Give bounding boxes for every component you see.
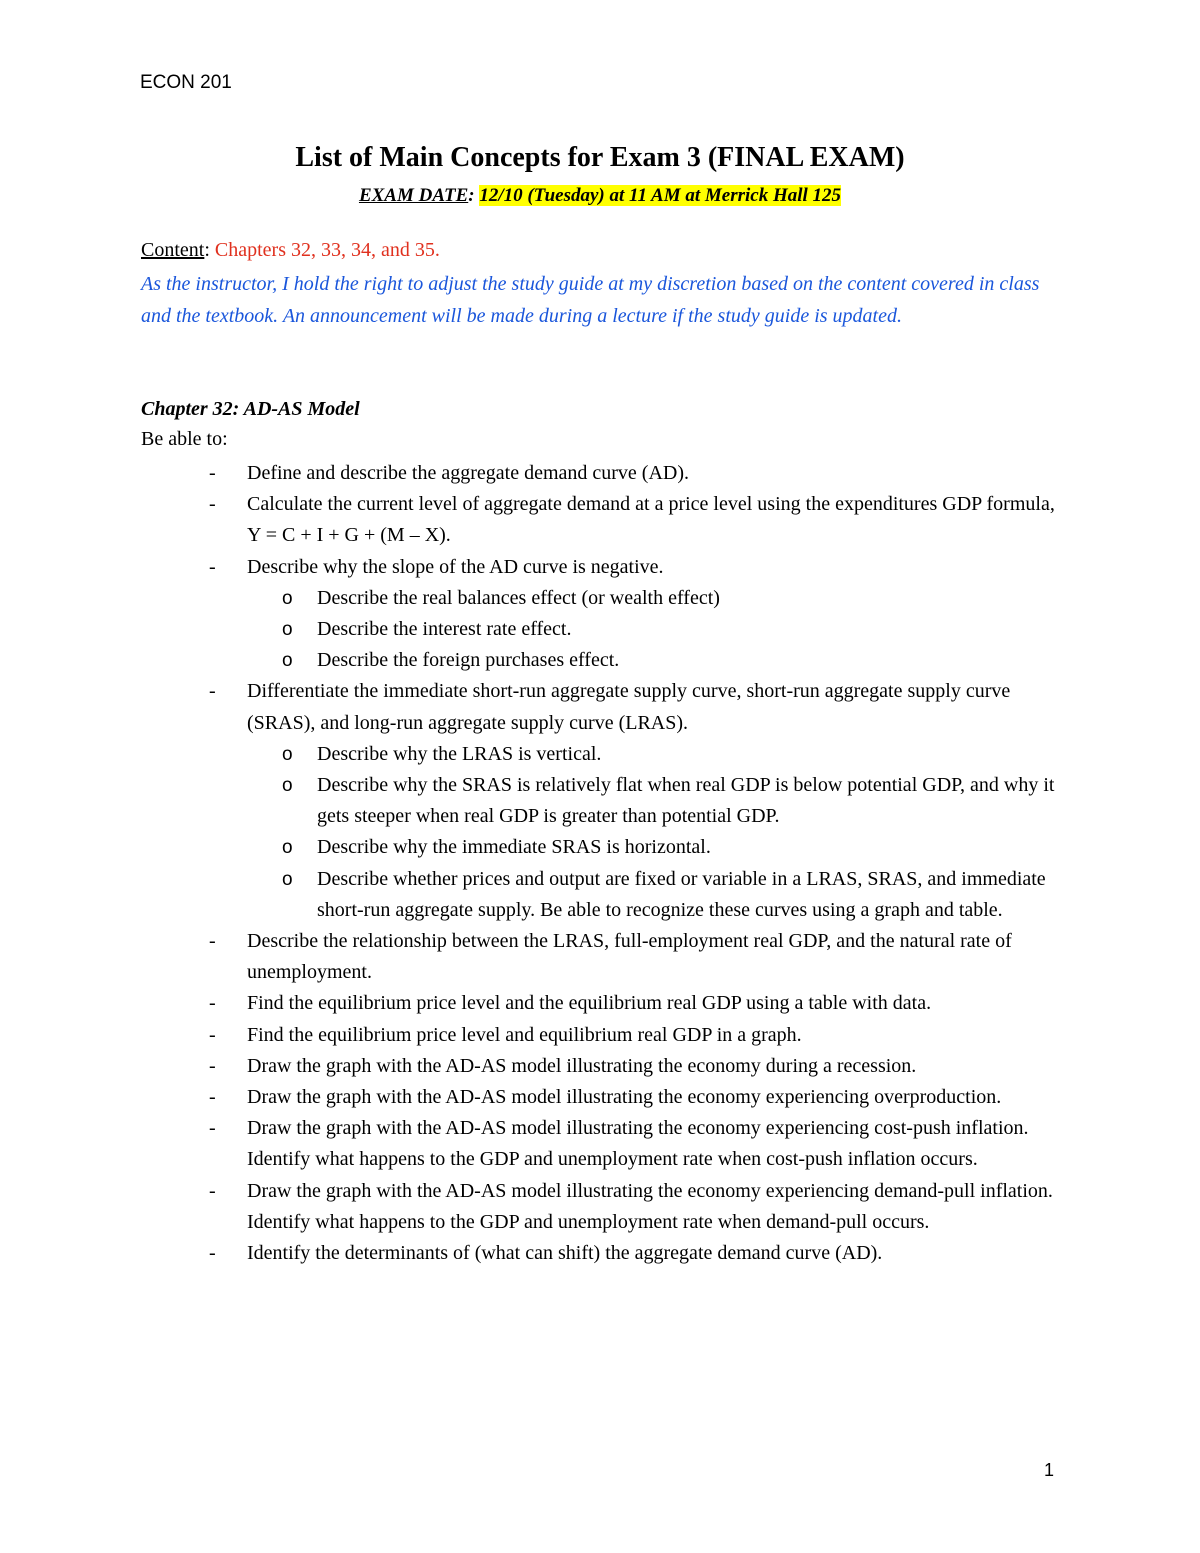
list-item bbox=[141, 988, 1061, 1019]
list-item bbox=[141, 926, 1061, 988]
list-item bbox=[141, 458, 1061, 489]
content-label: Content bbox=[141, 239, 205, 261]
dash-bullet: - bbox=[209, 1054, 216, 1077]
dash-bullet: - bbox=[209, 555, 216, 578]
content-separator: : bbox=[204, 239, 215, 261]
list-item-text: Define and describe the aggregate demand curve (AD). bbox=[247, 462, 690, 484]
list-item-text: Draw the graph with the AD-AS model illustrating the economy experiencing cost-push inflation. Identify what happens to the GDP and unemployment rate when cost-push inflation occurs. bbox=[247, 1117, 1029, 1171]
circle-bullet: o bbox=[282, 619, 293, 641]
list-item bbox=[141, 676, 1061, 738]
course-code: ECON 201 bbox=[140, 72, 232, 93]
dash-bullet: - bbox=[209, 1086, 216, 1109]
circle-bullet: o bbox=[282, 837, 293, 859]
dash-bullet: - bbox=[209, 1179, 216, 1202]
list-item-text: Calculate the current level of aggregate demand at a price level using the expenditures GDP formula, Y = C + I + G + (M – X). bbox=[247, 493, 1055, 547]
dash-bullet: - bbox=[209, 493, 216, 516]
chapter-heading: Chapter 32: AD-AS Model bbox=[141, 398, 360, 420]
list-item bbox=[141, 489, 1061, 551]
list-item-text: Differentiate the immediate short-run aggregate supply curve, short-run aggregate supply curve (SRAS), and long-run aggregate supply curve (LRAS). bbox=[247, 680, 1011, 734]
sub-list-item-text: Describe the interest rate effect. bbox=[317, 618, 572, 641]
sub-list-item bbox=[141, 614, 1061, 645]
exam-date-value: 12/10 (Tuesday) at 11 AM at Merrick Hall 125 bbox=[479, 185, 842, 206]
sub-list-item bbox=[141, 645, 1061, 676]
list-item-text: Find the equilibrium price level and the equilibrium real GDP using a table with data. bbox=[247, 992, 932, 1015]
sub-list-item-text: Describe why the SRAS is relatively flat when real GDP is below potential GDP, and why it gets steeper when real GDP is greater than potential GDP. bbox=[317, 774, 1055, 828]
dash-bullet: - bbox=[209, 930, 216, 953]
dash-bullet: - bbox=[209, 992, 216, 1015]
document-title: List of Main Concepts for Exam 3 (FINAL EXAM) bbox=[295, 142, 905, 173]
sub-list-item-text: Describe the real balances effect (or wealth effect) bbox=[317, 586, 720, 609]
sub-list-item-text: Describe whether prices and output are fixed or variable in a LRAS, SRAS, and immediate short-run aggregate supply. Be able to recognize these curves using a graph and table. bbox=[317, 867, 1046, 921]
list-item-text: Identify the determinants of (what can shift) the aggregate demand curve (AD). bbox=[247, 1242, 883, 1265]
list-item bbox=[141, 1020, 1061, 1051]
sub-list-item-text: Describe the foreign purchases effect. bbox=[317, 649, 620, 672]
list-item-text: Describe the relationship between the LRAS, full-employment real GDP, and the natural rate of unemployment. bbox=[247, 930, 1012, 984]
list-item-text: Draw the graph with the AD-AS model illustrating the economy experiencing overproduction. bbox=[247, 1086, 1002, 1109]
sub-list-item bbox=[141, 864, 1061, 926]
circle-bullet: o bbox=[282, 775, 293, 797]
dash-bullet: - bbox=[209, 1023, 216, 1046]
dash-bullet: - bbox=[209, 462, 216, 484]
sub-list-item-text: Describe why the immediate SRAS is horizontal. bbox=[317, 836, 711, 859]
sub-list-item-text: Describe why the LRAS is vertical. bbox=[317, 742, 602, 765]
sub-list-item bbox=[141, 832, 1061, 863]
dash-bullet: - bbox=[209, 1117, 216, 1140]
list-item-text: Find the equilibrium price level and equilibrium real GDP in a graph. bbox=[247, 1023, 802, 1046]
exam-date-separator: : bbox=[468, 185, 480, 206]
circle-bullet: o bbox=[282, 587, 293, 609]
list-item-text: Draw the graph with the AD-AS model illustrating the economy experiencing demand-pull inflation. Identify what happens to the GDP and unemployment rate when demand-pull occurs. bbox=[247, 1179, 1053, 1233]
circle-bullet: o bbox=[282, 650, 293, 672]
instructor-note: As the instructor, I hold the right to adjust the study guide at my discretion based on the content covered in class and the textbook. An announcement will be made during a lecture if the study guide is updated. bbox=[141, 273, 1040, 327]
list-item bbox=[141, 552, 1061, 583]
dash-bullet: - bbox=[209, 1242, 216, 1265]
exam-date-line bbox=[0, 185, 1200, 207]
list-item bbox=[141, 1113, 1061, 1175]
sub-list-item bbox=[141, 739, 1061, 770]
circle-bullet: o bbox=[282, 743, 293, 765]
content-line bbox=[141, 239, 440, 262]
exam-date-label: EXAM DATE bbox=[358, 185, 469, 206]
list-item bbox=[141, 1082, 1061, 1113]
sub-list-item bbox=[141, 770, 1061, 832]
content-chapters: Chapters 32, 33, 34, and 35. bbox=[214, 239, 440, 261]
list-item bbox=[141, 1051, 1061, 1082]
dash-bullet: - bbox=[209, 680, 216, 703]
concept-list bbox=[141, 458, 1061, 1269]
chapter-intro: Be able to: bbox=[141, 428, 228, 450]
list-item bbox=[141, 1238, 1061, 1269]
list-item-text: Draw the graph with the AD-AS model illustrating the economy during a recession. bbox=[247, 1054, 917, 1077]
sub-list-item bbox=[141, 583, 1061, 614]
list-item-text: Describe why the slope of the AD curve is negative. bbox=[247, 555, 664, 578]
page-number: 1 bbox=[1044, 1460, 1055, 1480]
circle-bullet: o bbox=[282, 868, 293, 890]
list-item bbox=[141, 1176, 1061, 1238]
